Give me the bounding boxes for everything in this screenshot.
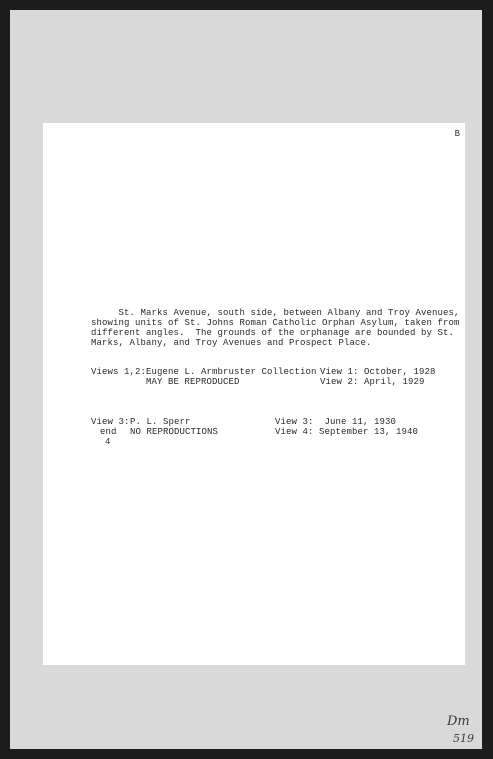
description-line-2: showing units of St. Johns Roman Catholic Orphan Asylum, taken from [91, 318, 460, 328]
reproduction-note: MAY BE REPRODUCED [146, 377, 240, 387]
view-4-date: View 4: September 13, 1940 [275, 427, 419, 437]
description-line-1: St. Marks Avenue, south side, between Albany and Troy Avenues, [91, 308, 460, 318]
views-3-4-label-end: end [100, 427, 117, 437]
view-2-date: View 2: April, 1929 [320, 377, 425, 387]
views-3-4-label: View 3: [91, 417, 130, 427]
view-1-date: View 1: October, 1928 [320, 367, 436, 377]
handwritten-number: 519 [453, 732, 474, 745]
typed-sheet [43, 123, 465, 665]
no-reproduction-note: NO REPRODUCTIONS [130, 427, 219, 437]
mounting-board [10, 10, 482, 749]
description-line-4: Marks, Albany, and Troy Avenues and Prospect Place. [91, 338, 372, 348]
views-1-2-label: Views 1,2: [91, 367, 147, 377]
collection-name: Eugene L. Armbruster Collection [146, 367, 317, 377]
views-3-4-label-4: 4 [105, 437, 111, 447]
sheet-mark: B [454, 129, 460, 139]
photographer-name: P. L. Sperr [130, 417, 191, 427]
handwritten-code: Dm [447, 714, 470, 729]
description-line-3: different angles. The grounds of the orphanage are bounded by St. [91, 328, 455, 338]
view-3-date: View 3: June 11, 1930 [275, 417, 397, 427]
